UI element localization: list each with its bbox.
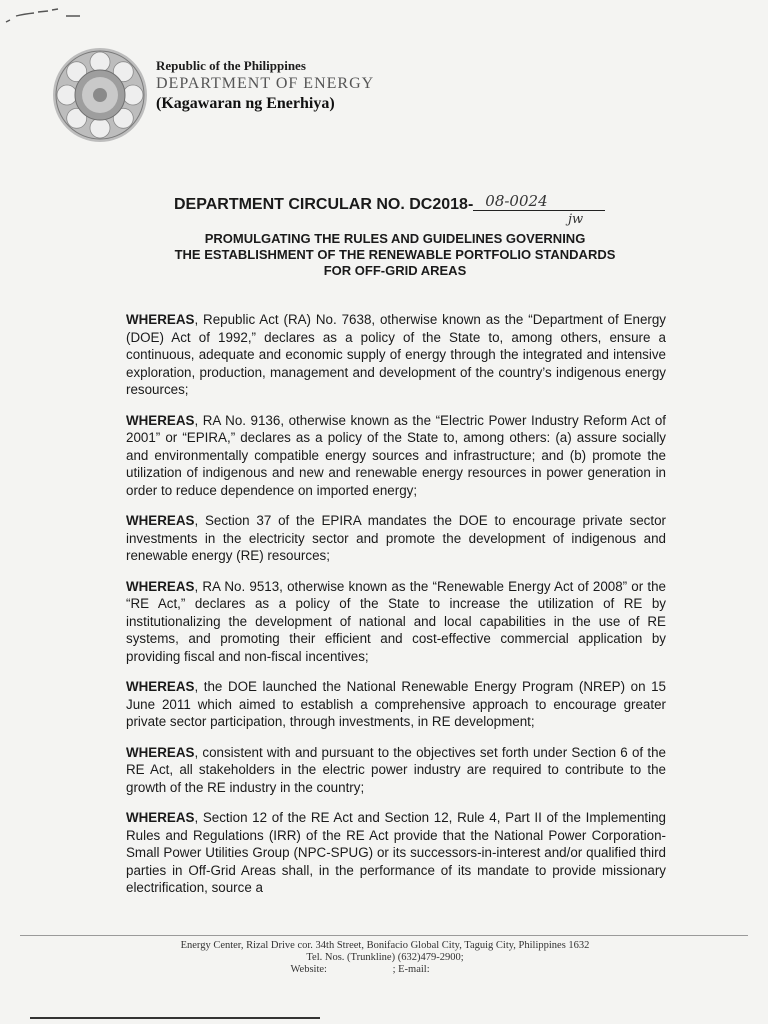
clause-text: , RA No. 9136, otherwise known as the “Electric Power Industry Reform Act of 2001” or “EPIRA,” declares as a policy of the State to, among others: (a) assure socially and environmentally compatible energy sources and infrastructure; and (b) promote the utilization of indigenous and new and renewable energy resources in power generation in order to reduce dependence on imported energy; bbox=[126, 412, 666, 498]
clause-text: , the DOE launched the National Renewable Energy Program (NREP) on 15 June 2011 which aimed to establish a comprehensive approach to encourage greater private sector participation, through investments, in RE development; bbox=[126, 679, 666, 729]
clause-lead: WHEREAS bbox=[126, 412, 195, 428]
whereas-clause bbox=[126, 678, 666, 731]
footer-website-label: Website: bbox=[290, 964, 327, 975]
footer-email-label: ; E-mail: bbox=[392, 964, 430, 975]
clause-lead: WHEREAS bbox=[126, 744, 195, 760]
clause-text: , RA No. 9513, otherwise known as the “Renewable Energy Act of 2008” or the “RE Act,” declares as a policy of the State to increase the utilization of RE by institutionalizing the development of national and local capabilities in the use of RE systems, and promoting their efficient and cost-effective commercial application by providing fiscal and non-fiscal incentives; bbox=[126, 578, 666, 664]
footer-telephone: Tel. Nos. (Trunkline) (632)479-2900; bbox=[306, 952, 464, 963]
department-name: DEPARTMENT OF ENERGY bbox=[156, 75, 375, 92]
clause-lead: WHEREAS bbox=[126, 810, 195, 825]
letterhead-footer bbox=[100, 940, 670, 976]
clause-text: , Republic Act (RA) No. 7638, otherwise known as the “Department of Energy (DOE) Act of 1992,” declares as a policy of the State to, among others, ensure a continuous, adequate and economic supply of energy through the integrated and intensive exploration, production, management and development of the country’s indigenous energy resources; bbox=[126, 312, 666, 397]
clause-text: , Section 12 of the RE Act and Section 12, Rule 4, Part II of the Implementing Rules and Regulations (IRR) of the RE Act provide that the National Power Corporation-Small Power Utilities Group (NPC-SPUG) or its successors-in-interest and/or qualified third parties in Off-Grid Areas shall, in the performance of its mandate to provide missionary electrification, source a bbox=[126, 810, 666, 895]
handwritten-number: 08-0024 bbox=[485, 192, 548, 210]
whereas-clause bbox=[126, 311, 666, 399]
clause-text: , consistent with and pursuant to the objectives set forth under Section 6 of the RE Act, all stakeholders in the electric power industry are required to contribute to the growth of the RE industry in the country; bbox=[126, 744, 666, 795]
circular-number-blank bbox=[473, 194, 605, 211]
subject-line: FOR OFF-GRID AREAS bbox=[323, 263, 467, 278]
department-local-name: (Kagawaran ng Enerhiya) bbox=[156, 95, 335, 112]
whereas-clause bbox=[126, 578, 666, 666]
clause-lead: WHEREAS bbox=[126, 679, 195, 694]
footer-website-link[interactable]: ​ bbox=[329, 964, 393, 975]
circular-number bbox=[174, 194, 605, 214]
subject-line: THE ESTABLISHMENT OF THE RENEWABLE PORTFOLIO STANDARDS bbox=[174, 247, 616, 262]
clause-lead: WHEREAS bbox=[126, 312, 195, 327]
clause-lead: WHEREAS bbox=[126, 578, 195, 594]
whereas-clause bbox=[126, 512, 666, 565]
footer-email-link[interactable] bbox=[432, 964, 479, 975]
handwritten-initials: jw bbox=[568, 212, 584, 227]
whereas-clause bbox=[126, 412, 666, 500]
agency-header bbox=[156, 58, 374, 114]
footer-web-email bbox=[100, 964, 670, 976]
scan-mark bbox=[4, 4, 94, 28]
clause-lead: WHEREAS bbox=[126, 513, 195, 528]
footer-address: Energy Center, Rizal Drive cor. 34th Street, Bonifacio Global City, Taguig City, Philippines 1632 bbox=[180, 940, 590, 951]
republic-line: Republic of the Philippines bbox=[156, 58, 306, 73]
clause-text: , Section 37 of the EPIRA mandates the DOE to encourage private sector investments in the electricity sector and promote the development of indigenous and renewable energy (RE) resources; bbox=[126, 513, 666, 563]
whereas-clause bbox=[126, 809, 666, 897]
whereas-clause bbox=[126, 744, 666, 797]
whereas-clauses bbox=[126, 311, 666, 910]
doe-seal-logo bbox=[50, 45, 150, 145]
footer-divider bbox=[20, 935, 748, 936]
scan-edge-line bbox=[30, 1017, 320, 1019]
circular-subject bbox=[130, 231, 660, 279]
subject-line: PROMULGATING THE RULES AND GUIDELINES GOVERNING bbox=[204, 231, 586, 246]
circular-label: DEPARTMENT CIRCULAR NO. DC2018- bbox=[174, 196, 474, 213]
